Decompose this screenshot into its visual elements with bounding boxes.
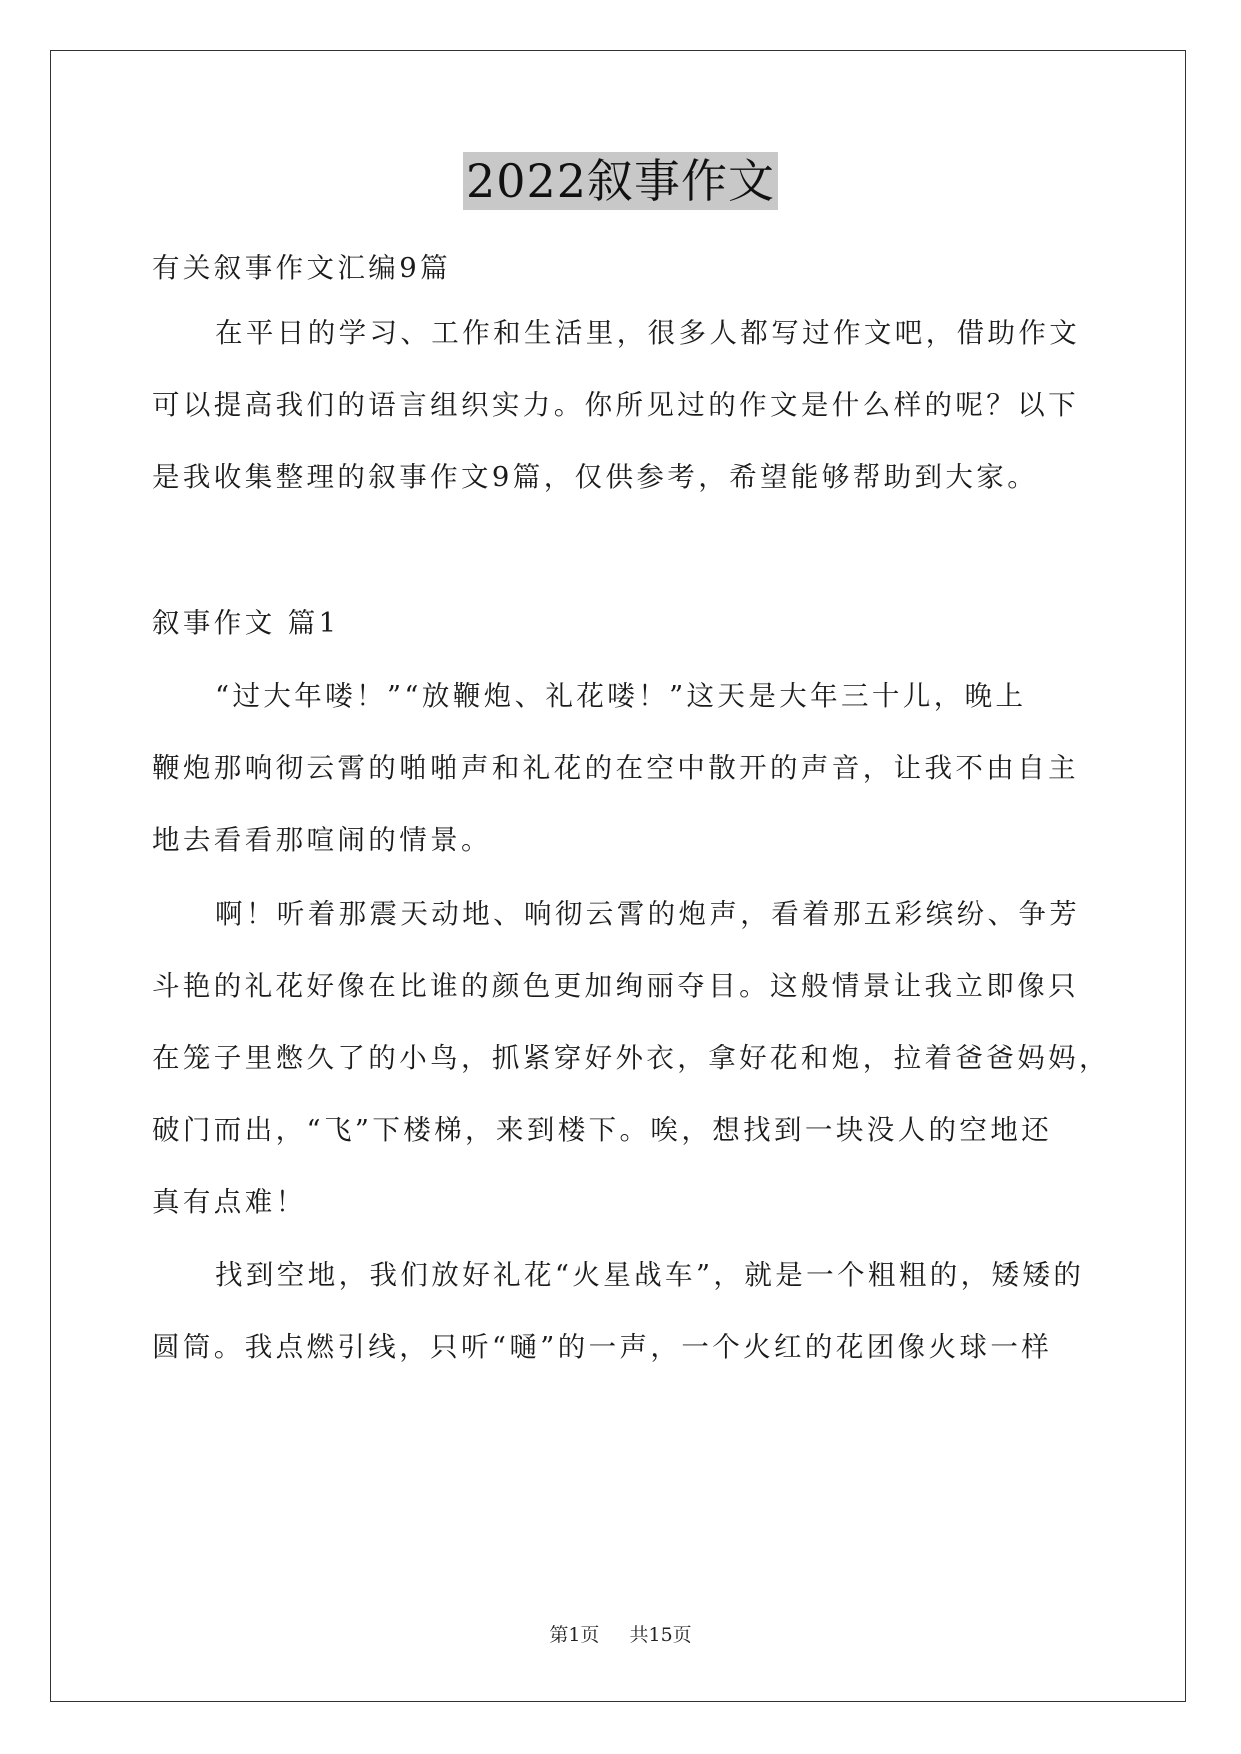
page-footer — [0, 1620, 1241, 1647]
intro-line: 是我收集整理的叙事作文9篇，仅供参考，希望能够帮助到大家。 — [152, 461, 1039, 493]
paragraph-line: 斗艳的礼花好像在比谁的颜色更加绚丽夺目。这般情景让我立即像只 — [152, 970, 1079, 1002]
document-title: 2022叙事作文 — [463, 152, 778, 210]
paragraph-line: 啊！听着那震天动地、响彻云霄的炮声，看着那五彩缤纷、争芳 — [215, 898, 1081, 930]
paragraph-line: “过大年喽！”“放鞭炮、礼花喽！”这天是大年三十儿，晚上 — [215, 680, 1027, 712]
paragraph-line: 在笼子里憋久了的小鸟，抓紧穿好外衣，拿好花和炮，拉着爸爸妈妈， — [152, 1042, 1110, 1074]
section-heading: 叙事作文 篇1 — [152, 607, 340, 639]
document-subtitle: 有关叙事作文汇编9篇 — [152, 252, 451, 284]
paragraph-line: 地去看看那喧闹的情景。 — [152, 824, 492, 856]
paragraph-line: 真有点难！ — [152, 1186, 307, 1218]
page-total: 共15页 — [629, 1624, 692, 1646]
page-number: 第1页 — [549, 1624, 600, 1646]
paragraph-line: 破门而出，“飞”下楼梯，来到楼下。唉，想找到一块没人的空地还 — [152, 1114, 1053, 1146]
title-container — [0, 152, 1241, 210]
paragraph-line: 鞭炮那响彻云霄的啪啪声和礼花的在空中散开的声音，让我不由自主 — [152, 752, 1079, 784]
paragraph-line: 圆筒。我点燃引线，只听“嗵”的一声，一个火红的花团像火球一样 — [152, 1331, 1053, 1363]
intro-line: 可以提高我们的语言组织实力。你所见过的作文是什么样的呢？以下 — [152, 389, 1079, 421]
page-border — [50, 50, 1186, 1702]
paragraph-line: 找到空地，我们放好礼花“火星战车”，就是一个粗粗的，矮矮的 — [215, 1259, 1085, 1291]
intro-line: 在平日的学习、工作和生活里，很多人都写过作文吧，借助作文 — [215, 317, 1081, 349]
